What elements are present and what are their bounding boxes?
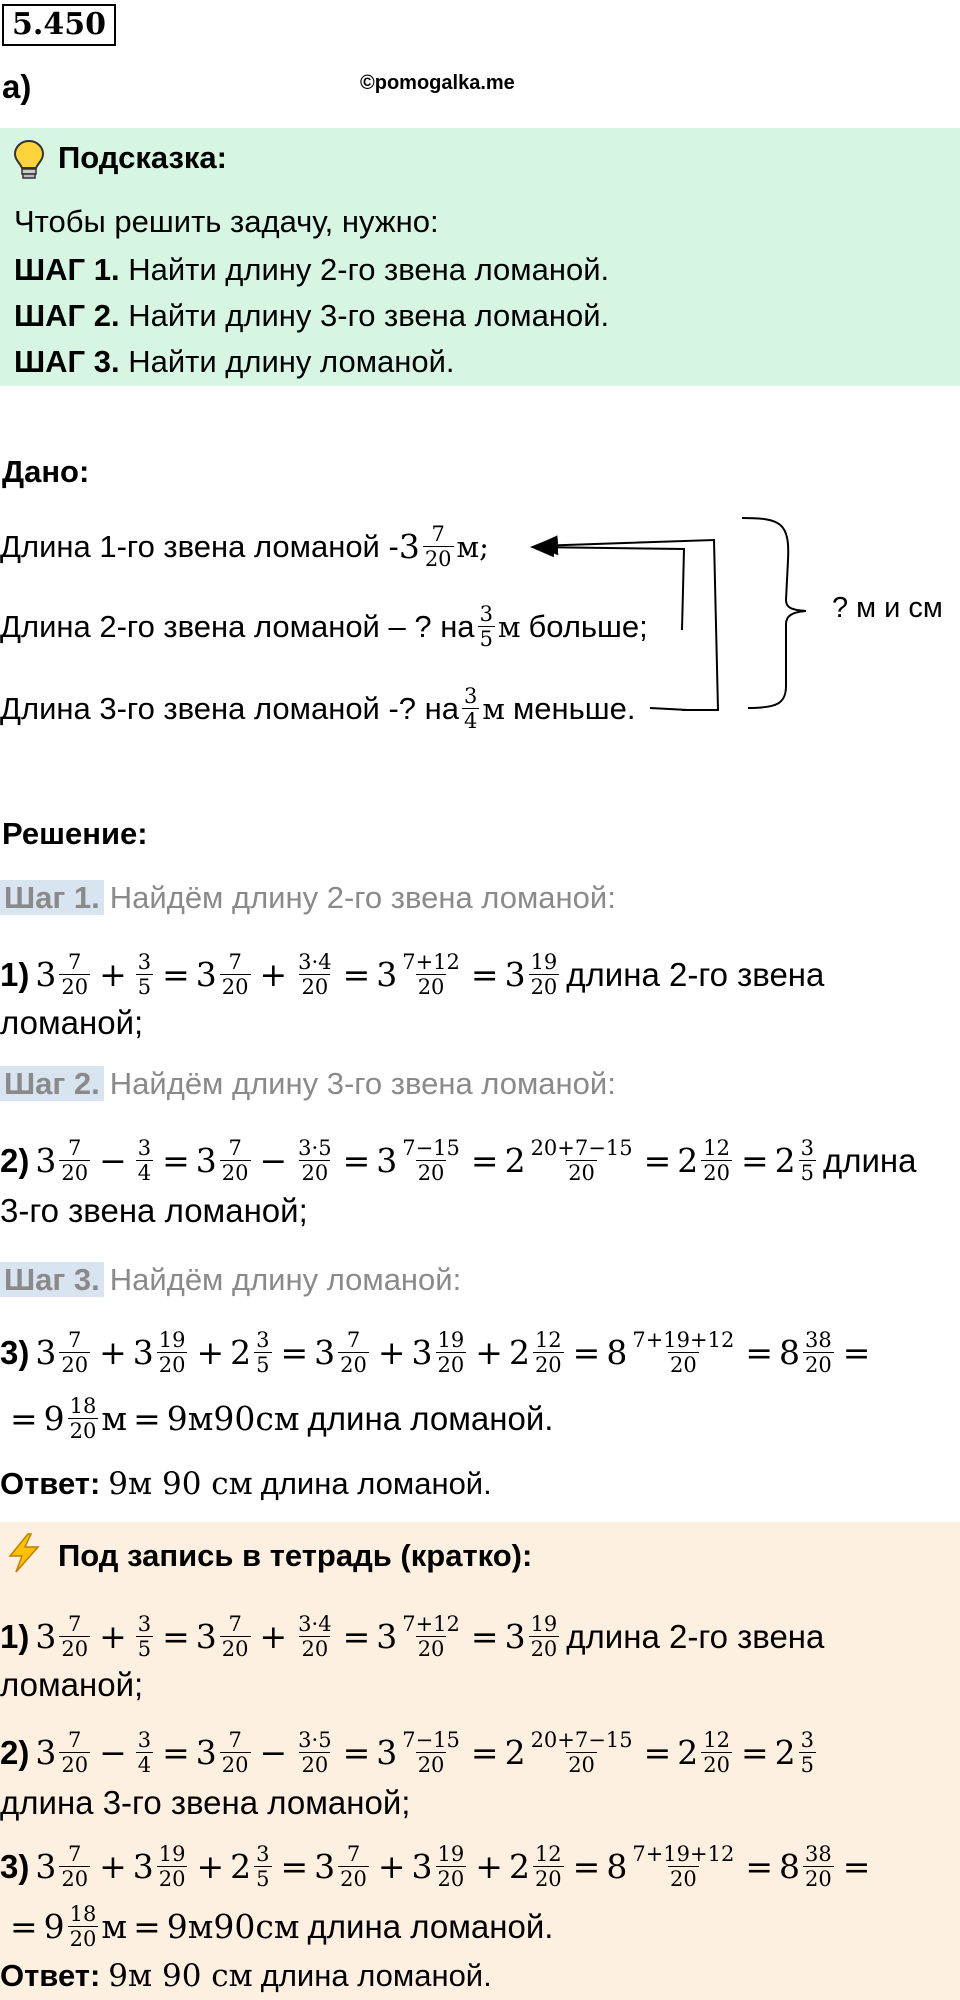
equation-3: 3) 3 $\frac{7}{20}$ + 3 $\frac{19}{20}$ + 2 $\frac{3}{5}$ = 3 $\frac{7}{20}$ + 3 $\frac{19}{20}$ + 2 $\frac{12}{20}$ = 8 $\frac{7+19+12}{20}$ = 8 $\frac{38}{20}$ = (0, 1328, 871, 1377)
fraction: $\frac{3}{4}$ (464, 684, 478, 733)
given-line-1-unit: м; (456, 529, 489, 564)
brace-label: ? м и см (832, 592, 943, 624)
fraction: $\frac{3}{5}$ (479, 602, 493, 651)
brief-equation-2-number: 2) (0, 1733, 30, 1771)
given-line-3-tail: меньше. (512, 690, 636, 726)
answer-text: длина ломаной. (260, 1466, 492, 1501)
given-title: Дано: (2, 454, 90, 489)
brief-answer-label: Ответ: (0, 1958, 101, 1993)
fraction: $\frac{7}{20}$ (424, 522, 452, 571)
step-2-heading (0, 1064, 616, 1104)
part-label: а) (2, 68, 32, 105)
answer (0, 1464, 492, 1504)
equation-3-number: 3) (0, 1333, 30, 1371)
hint-step-3 (14, 344, 455, 380)
step-3-text: Найдём длину ломаной: (109, 1262, 462, 1297)
brief-equation-1-continuation: ломаной; (0, 1666, 144, 1703)
hint-step-1-label: ШАГ 1. (14, 252, 120, 287)
answer-label: Ответ: (0, 1466, 101, 1501)
given-line-2-text: Длина 2-го звена ломаной – ? на (0, 608, 475, 644)
equation-2-continuation: 3-го звена ломаной; (0, 1192, 308, 1229)
step-1-text: Найдём длину 2-го звена ломаной: (109, 880, 616, 915)
hint-title: Подсказка: (58, 140, 227, 175)
given-line-3-text: Длина 3-го звена ломаной -? на (0, 690, 460, 726)
brief-equation-3-continuation: = 9 $\frac{18}{20}$ м = 9м90см длина ломаной. (10, 1902, 554, 1951)
brief-equation-3: 3) 3 $\frac{7}{20}$ + 3 $\frac{19}{20}$ + 2 $\frac{3}{5}$ = 3 $\frac{7}{20}$ + 3 $\frac{19}{20}$ + 2 $\frac{12}{20}$ = 8 $\frac{7+19+12}{20}$ = 8 $\frac{38}{20}$ = (0, 1842, 871, 1891)
step-2-text: Найдём длину 3-го звена ломаной: (109, 1066, 616, 1101)
hint-step-2-label: ШАГ 2. (14, 298, 120, 333)
brief-answer (0, 1956, 492, 1996)
hint-step-1-text: Найти длину 2-го звена ломаной. (128, 252, 610, 287)
given-line-3-unit: м (482, 691, 505, 726)
brief-equation-3-number: 3) (0, 1847, 30, 1885)
brief-equation-1: 1) 3 $\frac{7}{20}$ + $\frac{3}{5}$ = 3 $\frac{7}{20}$ + $\frac{3\cdot 4}{20}$ = 3 $\frac{7+12}{20}$ = 3 $\frac{19}{20}$ длина 2-го звена (0, 1612, 825, 1661)
equation-3-result: 9м90см (166, 1398, 300, 1438)
equation-2: 2) 3 $\frac{7}{20}$ − $\frac{3}{4}$ = 3 $\frac{7}{20}$ − $\frac{3\cdot 5}{20}$ = 3 $\frac{7-15}{20}$ = 2 $\frac{20+7-15}{20}$ = 2 $\frac{12}{20}$ = 2 $\frac{3}{5}$ длина (0, 1136, 917, 1185)
hint-step-2-text: Найти длину 3-го звена ломаной. (128, 298, 610, 333)
brief-answer-text: длина ломаной. (260, 1958, 492, 1993)
lightbulb-icon (12, 138, 46, 187)
answer-value: 9м 90 см (108, 1466, 253, 1502)
hint-step-2 (14, 298, 609, 334)
brief-equation-1-number: 1) (0, 1617, 30, 1655)
brief-equation-3-result: 9м90см (166, 1906, 300, 1946)
equation-1-continuation: ломаной; (0, 1004, 144, 1041)
hint-step-3-label: ШАГ 3. (14, 344, 120, 379)
hint-intro: Чтобы решить задачу, нужно: (14, 204, 439, 239)
lightning-icon (6, 1532, 42, 1579)
step-1-label: Шаг 1. (0, 880, 104, 915)
given-line-1-text: Длина 1-го звена ломаной - (0, 528, 399, 564)
given-line-2-tail: больше; (528, 608, 648, 644)
equation-2-text: длина (822, 1141, 917, 1179)
hint-step-1 (14, 252, 609, 288)
given-arrows (0, 500, 960, 730)
brief-equation-2-continuation: длина 3-го звена ломаной; (0, 1784, 411, 1821)
problem-number-text: 5.450 (12, 7, 106, 42)
brief-equation-2: 2) 3 $\frac{7}{20}$ − $\frac{3}{4}$ = 3 $\frac{7}{20}$ − $\frac{3\cdot 5}{20}$ = 3 $\frac{7-15}{20}$ = 2 $\frac{20+7-15}{20}$ = 2 $\frac{12}{20}$ = 2 $\frac{3}{5}$ (0, 1728, 814, 1777)
brief-answer-value: 9м 90 см (108, 1958, 253, 1994)
brief-equation-3-unit: м (101, 1906, 128, 1946)
step-2-label: Шаг 2. (0, 1066, 104, 1101)
equation-3-unit: м (101, 1398, 128, 1438)
equation-3-text: длина ломаной. (307, 1399, 554, 1437)
brief-equation-3-text: длина ломаной. (307, 1907, 554, 1945)
equation-1: 1) 3 $\frac{7}{20}$ + $\frac{3}{5}$ = 3 $\frac{7}{20}$ + $\frac{3\cdot 4}{20}$ = 3 $\frac{7+12}{20}$ = 3 $\frac{19}{20}$ длина 2-го звена (0, 950, 825, 999)
equation-1-text: длина 2-го звена (566, 955, 825, 993)
watermark: ©pomogalka.me (360, 72, 515, 94)
problem-number (2, 4, 116, 46)
equation-2-number: 2) (0, 1141, 30, 1179)
step-1-heading (0, 878, 616, 918)
given-line-2-unit: м (497, 609, 521, 644)
hint-step-3-text: Найти длину ломаной. (128, 344, 455, 379)
equation-3-continuation: = 9 $\frac{18}{20}$ м = 9м90см длина ломаной. (10, 1394, 554, 1443)
brief-title: Под запись в тетрадь (кратко): (58, 1538, 533, 1573)
solution-title: Решение: (2, 816, 148, 851)
brief-equation-1-text: длина 2-го звена (566, 1617, 825, 1655)
step-3-heading (0, 1260, 461, 1300)
given-line-1-whole: 3 (398, 526, 420, 566)
step-3-label: Шаг 3. (0, 1262, 104, 1297)
equation-1-number: 1) (0, 955, 30, 993)
